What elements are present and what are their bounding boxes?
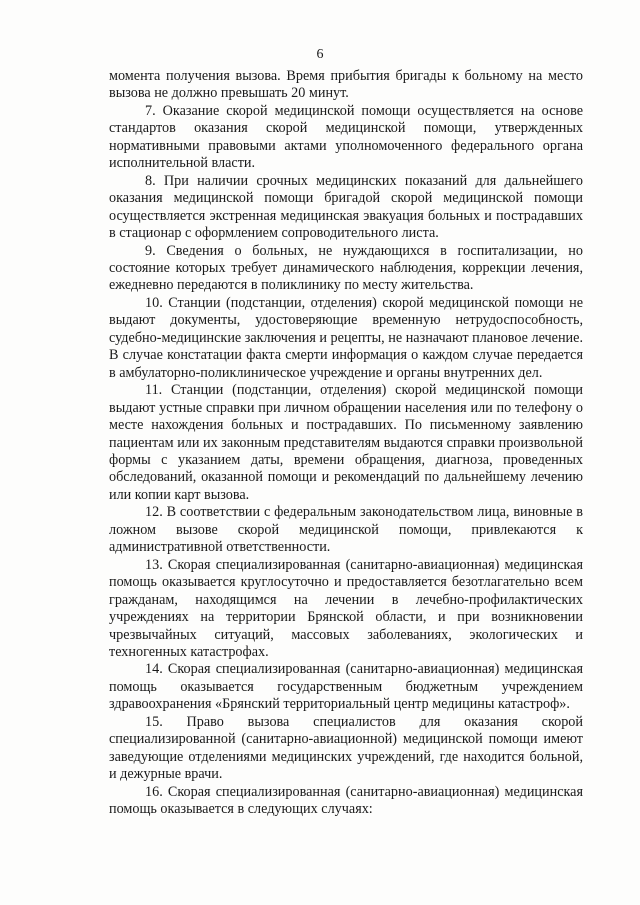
paragraph-7: 7. Оказание скорой медицинской помощи осуществляется на основе стандартов оказания скорой медицинской помощи, утвержденных нормативными правовыми актами уполномоченного федерального органа исполнительной власти. <box>109 102 583 172</box>
paragraph-11: 11. Станции (подстанции, отделения) скорой медицинской помощи выдают устные справки при личном обращении населения или по телефону о месте нахождения больных и пострадавших. По письменному заявлению пациентам или их законным представителям выдаются справки произвольной формы с указанием даты, времени обращения, диагноза, проведенных обследований, оказанной помощи и рекомендаций по дальнейшему лечению или копии карт вызова. <box>109 382 583 503</box>
paragraph-continuation: момента получения вызова. Время прибытия бригады к больному на место вызова не должно превышать 20 минут. <box>109 68 583 102</box>
paragraph-8: 8. При наличии срочных медицинских показаний для дальнейшего оказания медицинской помощи бригадой скорой медицинской помощи осуществляется экстренная медицинская эвакуация больных и пострадавших в стационар с оформлением сопроводительного листа. <box>109 172 583 242</box>
paragraph-10: 10. Станции (подстанции, отделения) скорой медицинской помощи не выдают документы, удостоверяющие временную нетрудоспособность, судебно-медицинские заключения и рецепты, не назначают плановое лечение. В случае констатации факта смерти информация о каждом случае передается в амбулаторно-поликлиническое учреждение и органы внутренних дел. <box>109 294 583 381</box>
paragraph-9: 9. Сведения о больных, не нуждающихся в госпитализации, но состояние которых требует динамического наблюдения, коррекции лечения, ежедневно передаются в поликлинику по месту жительства. <box>109 242 583 294</box>
paragraph-12: 12. В соответствии с федеральным законодательством лица, виновные в ложном вызове скорой медицинской помощи, привлекаются к административной ответственности. <box>109 504 583 556</box>
paragraph-15: 15. Право вызова специалистов для оказания скорой специализированной (санитарно-авиационной) медицинской помощи имеют заведующие отделениями медицинских учреждений, где находится больной, и дежурные врачи. <box>109 713 583 783</box>
paragraph-13: 13. Скорая специализированная (санитарно-авиационная) медицинская помощь оказывается круглосуточно и предоставляется безотлагательно всем гражданам, находящимся на лечении в лечебно-профилактических учреждениях на территории Брянской области, и при возникновении чрезвычайных ситуаций, массовых заболеваниях, экологических и техногенных катастрофах. <box>109 556 583 660</box>
page-number: 6 <box>316 47 324 62</box>
paragraph-14: 14. Скорая специализированная (санитарно-авиационная) медицинская помощь оказывается государственным бюджетным учреждением здравоохранения «Брянский территориальный центр медицины катастроф». <box>109 661 583 713</box>
document-body <box>109 68 583 818</box>
paragraph-16: 16. Скорая специализированная (санитарно-авиационная) медицинская помощь оказывается в следующих случаях: <box>109 783 583 818</box>
